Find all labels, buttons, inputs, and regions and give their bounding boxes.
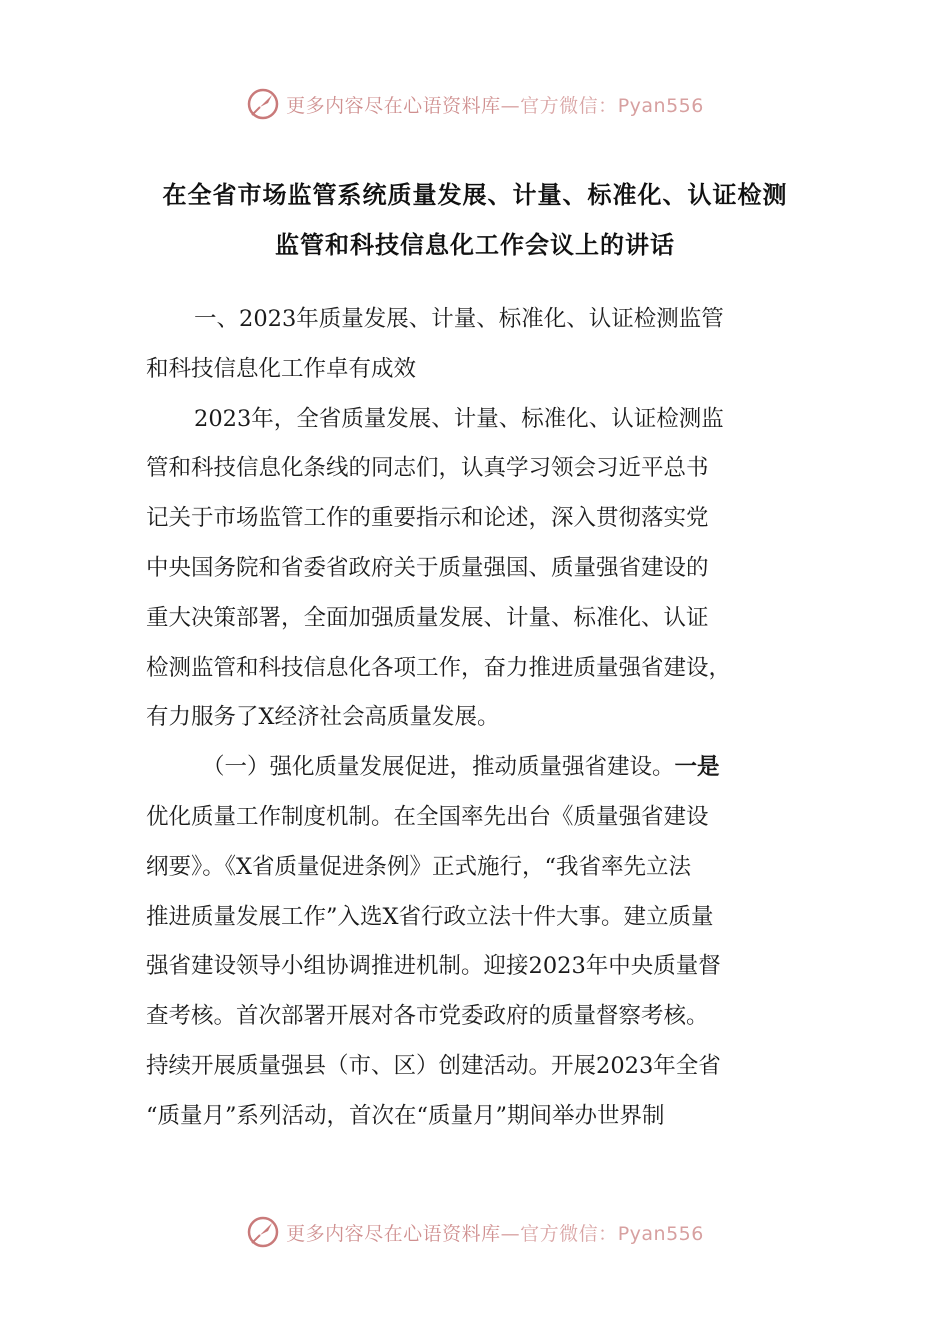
paragraph-line: “质量月”系列活动，首次在“质量月”期间举办世界制 [146, 1102, 665, 1129]
watermark-id: Pyan556 [617, 94, 704, 117]
paragraph-line: 2023年，全省质量发展、计量、标准化、认证检测监 [194, 405, 724, 432]
bold-emphasis: 一是 [674, 754, 720, 781]
watermark-header [0, 84, 950, 124]
watermark-dash: — [500, 1222, 521, 1245]
paragraph-line: 推进质量发展工作”入选X省行政立法十件大事。建立质量 [146, 903, 714, 930]
paragraph-line: 管和科技信息化条线的同志们，认真学习领会习近平总书 [146, 455, 709, 482]
paragraph-line: 有力服务了X经济社会高质量发展。 [146, 704, 500, 731]
title-line-1: 在全省市场监管系统质量发展、计量、标准化、认证检测 [162, 180, 788, 209]
watermark-main: 更多内容尽在心语资料库 [286, 1222, 501, 1245]
paragraph-line: 检测监管和科技信息化各项工作，奋力推进质量强省建设， [146, 654, 732, 681]
paragraph-line: 纲要》。《X省质量促进条例》正式施行，“我省率先立法 [146, 853, 692, 880]
paragraph-line: 查考核。首次部署开展对各市党委政府的质量督察考核。 [146, 1003, 709, 1030]
watermark-main: 更多内容尽在心语资料库 [286, 94, 501, 117]
section-heading-line-2: 和科技信息化工作卓有成效 [146, 355, 417, 382]
document-body [146, 295, 816, 1142]
watermark-id: Pyan556 [617, 1222, 704, 1245]
paragraph-line: 强省建设领导小组协调推进机制。迎接2023年中央质量督 [146, 953, 721, 980]
paragraph-line: 重大决策部署，全面加强质量发展、计量、标准化、认证 [146, 604, 709, 631]
quill-logo-icon [246, 87, 280, 121]
paragraph-line: 记关于市场监管工作的重要指示和论述，深入贯彻落实党 [146, 505, 709, 532]
quill-logo-icon [246, 1215, 280, 1249]
title-line-2: 监管和科技信息化工作会议上的讲话 [275, 230, 675, 259]
paragraph-line: 持续开展质量强县（市、区）创建活动。开展2023年全省 [146, 1052, 721, 1079]
paragraph-line: 优化质量工作制度机制。在全国率先出台《质量强省建设 [146, 803, 709, 830]
section-heading-line-1: 一、2023年质量发展、计量、标准化、认证检测监管 [194, 306, 724, 332]
subsection-heading: （一）强化质量发展促进，推动质量强省建设。 [202, 754, 675, 781]
watermark-official: 官方微信： [520, 94, 618, 117]
watermark-dash: — [500, 94, 521, 117]
subsection-heading-line [146, 743, 816, 793]
document-title [120, 170, 830, 270]
paragraph-line: 中央国务院和省委省政府关于质量强国、质量强省建设的 [146, 554, 709, 581]
watermark-text [286, 1219, 704, 1246]
watermark-text [286, 91, 704, 118]
watermark-footer [0, 1212, 950, 1252]
watermark-official: 官方微信： [520, 1222, 618, 1245]
